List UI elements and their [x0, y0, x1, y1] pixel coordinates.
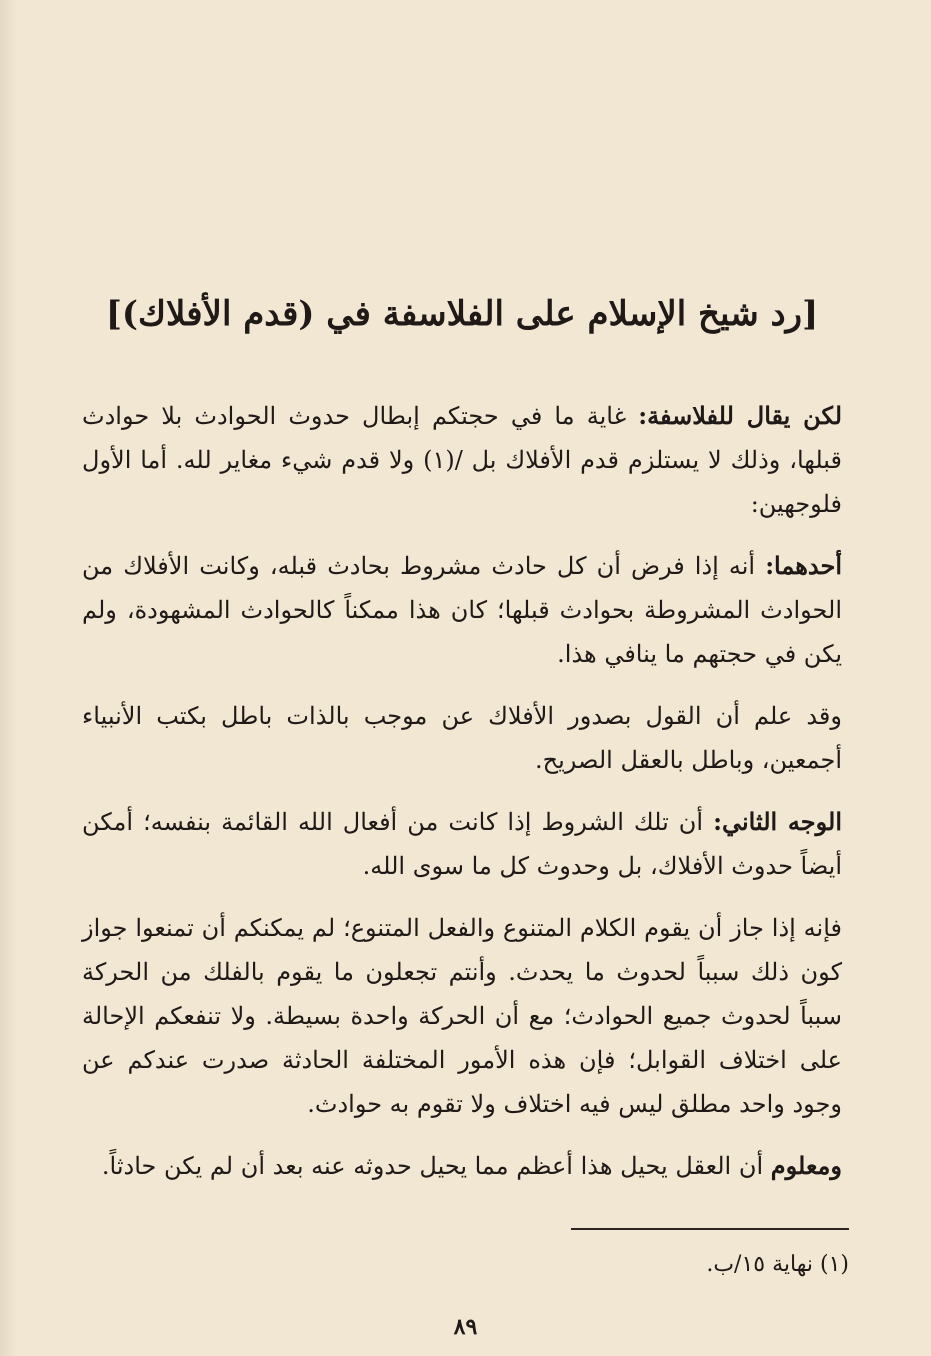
paragraph-text: وقد علم أن القول بصدور الأفلاك عن موجب بالذات باطل بكتب الأنبياء أجمعين، وباطل بالعقل الصريح. — [82, 702, 842, 774]
paragraph-lead: لكن يقال للفلاسفة: — [638, 401, 843, 430]
paragraph-lead: الوجه الثاني: — [713, 807, 843, 836]
paragraph-3 — [82, 694, 842, 782]
paragraph-text: أن العقل يحيل هذا أعظم مما يحيل حدوثه عنه بعد أن لم يكن حادثاً. — [101, 1152, 771, 1180]
footnote: (١) نهاية ١٥/ب. — [706, 1252, 849, 1277]
paragraph-text: فإنه إذا جاز أن يقوم الكلام المتنوع والفعل المتنوع؛ لم يمكنكم أن تمنعوا جواز كون ذلك سبباً لحدوث ما يحدث. وأنتم تجعلون ما يقوم بالفلك من الحركة سبباً لحدوث جميع الحوادث؛ مع أن الحركة واحدة بسيطة. ولا تنفعكم الإحالة على اختلاف القوابل؛ فإن هذه الأمور المختلفة الحادثة صدرت عندكم عن وجود واحد مطلق ليس فيه اختلاف ولا تقوم به حوادث. — [82, 914, 842, 1118]
paragraph-2 — [82, 544, 842, 676]
section-heading: [رد شيخ الإسلام على الفلاسفة في (قدم الأفلاك)] — [105, 294, 819, 334]
paragraph-lead: أحدهما: — [765, 551, 842, 580]
paragraph-lead: ومعلوم — [770, 1151, 842, 1180]
footnote-divider — [571, 1228, 849, 1230]
paragraph-text: أن تلك الشروط إذا كانت من أفعال الله القائمة بنفسه؛ أمكن أيضاً حدوث الأفلاك، بل وحدوث كل ما سوى الله. — [82, 808, 842, 880]
page-body — [82, 292, 842, 1206]
paragraph-6 — [82, 1144, 842, 1188]
paragraph-4 — [82, 800, 842, 888]
page-number: ٨٩ — [453, 1314, 478, 1340]
paragraph-text: أنه إذا فرض أن كل حادث مشروط بحادث قبله، وكانت الأفلاك من الحوادث المشروطة بحوادث قبلها؛ كان هذا ممكناً كالحوادث المشهودة، ولم يكن في حجتهم ما ينافي هذا. — [82, 552, 842, 668]
paragraph-text: غاية ما في حجتكم إبطال حدوث الحوادث بلا حوادث قبلها، وذلك لا يستلزم قدم الأفلاك بل /(١) ولا قدم شيء مغاير لله. أما الأول فلوجهين: — [82, 402, 843, 518]
paragraph-1 — [82, 394, 842, 526]
paragraph-5 — [82, 906, 842, 1126]
